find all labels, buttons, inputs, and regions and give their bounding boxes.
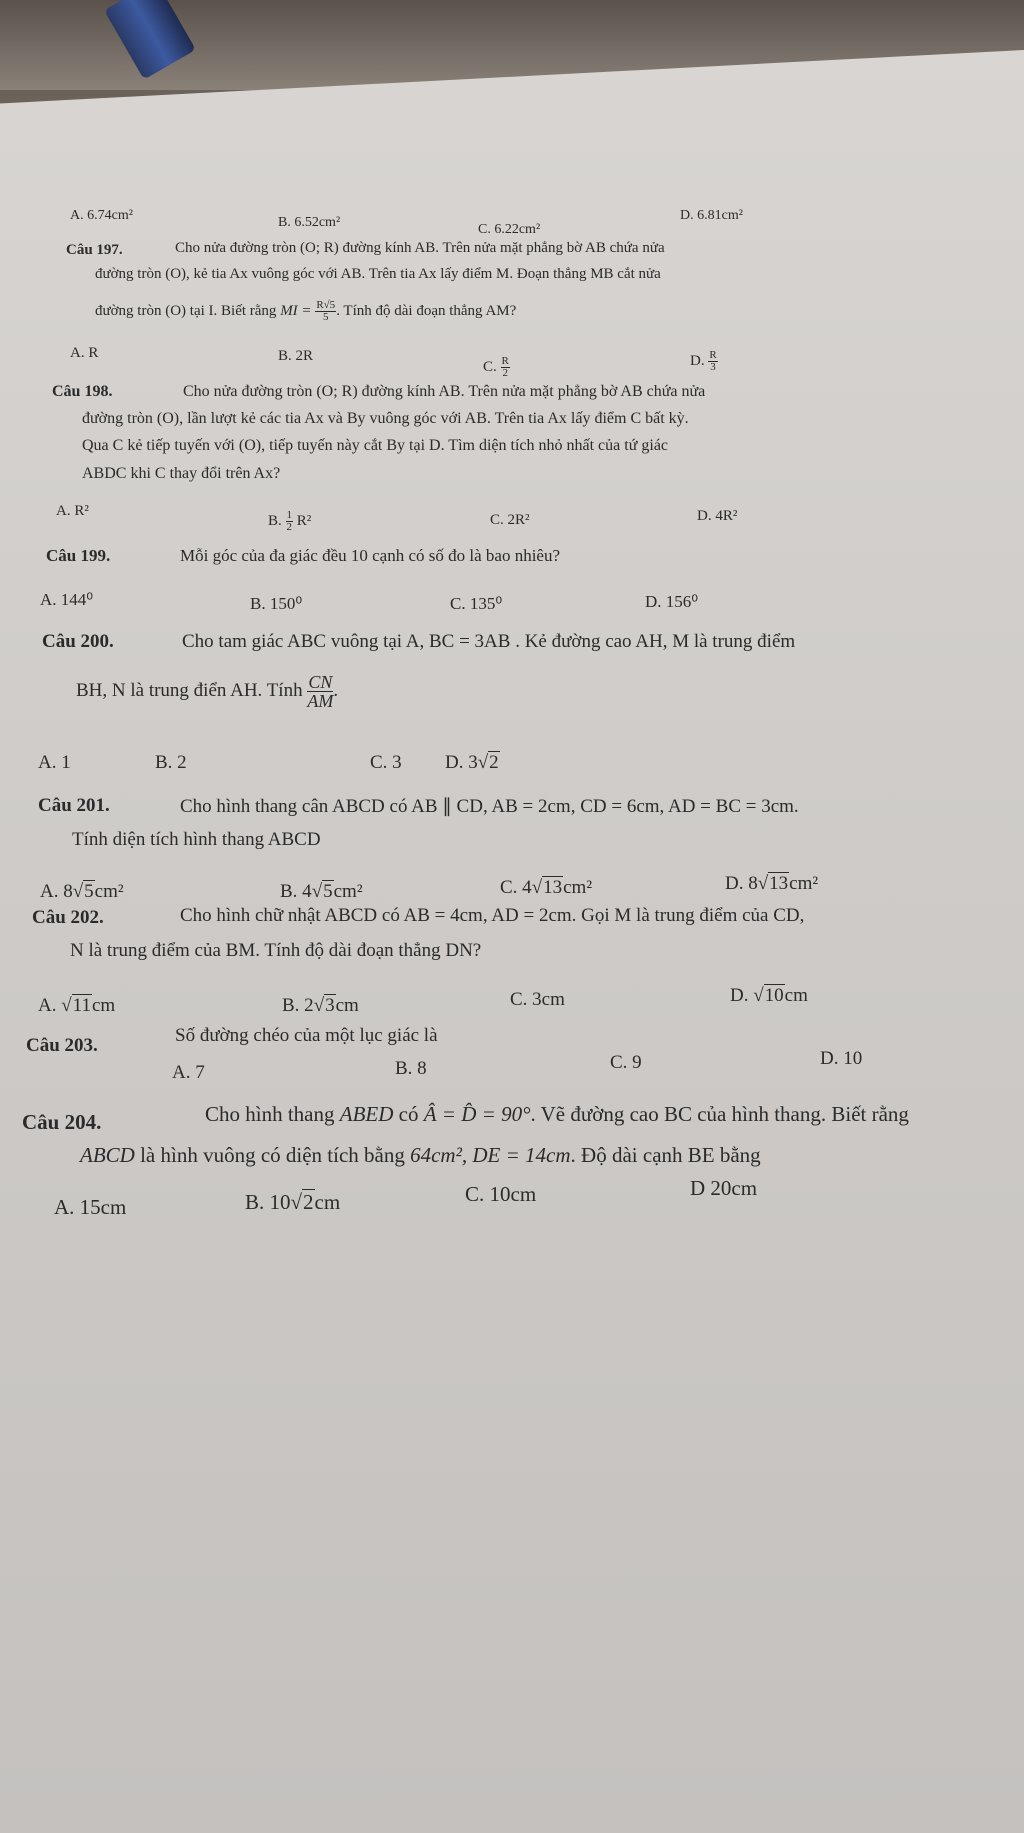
q201-option-b-post: cm² bbox=[333, 881, 363, 902]
q204-option-c: C. 10cm bbox=[465, 1182, 537, 1206]
q197-frac-den: 5 bbox=[323, 311, 329, 323]
q198-line2: đường tròn (O), lần lượt kẻ các tia Ax và By vuông góc với AB. Trên tia Ax lấy điểm C bất kỳ. bbox=[82, 410, 689, 427]
q198-option-b-num: 1 bbox=[286, 509, 293, 521]
q202-label: Câu 202. bbox=[32, 907, 104, 928]
q204-label: Câu 204. bbox=[22, 1110, 102, 1134]
q204-option-b: B. 10√2cm bbox=[245, 1190, 341, 1214]
q202-line2: N là trung điểm của BM. Tính độ dài đoạn thẳng DN? bbox=[70, 940, 482, 961]
q202-option-d-rad: 10 bbox=[764, 985, 784, 1006]
q204-area-eq: 64cm², DE = 14cm bbox=[410, 1143, 571, 1167]
q198-option-b-den: 2 bbox=[286, 521, 293, 533]
q199-option-d: D. 156⁰ bbox=[645, 592, 699, 611]
q201-option-a-post: cm² bbox=[94, 881, 124, 902]
q198-option-b-frac bbox=[286, 510, 294, 533]
q204-option-d: D 20cm bbox=[690, 1176, 758, 1200]
q200-line2-pre: BH, N là trung điển AH. Tính bbox=[76, 679, 308, 701]
q197-option-c-pre: C. bbox=[483, 358, 501, 375]
q202-option-a: A. √11cm bbox=[38, 995, 116, 1016]
q204-line2-mid: là hình vuông có diện tích bằng bbox=[134, 1143, 411, 1167]
q201-option-c-pre: C. 4 bbox=[500, 877, 532, 898]
q197-fraction bbox=[315, 300, 336, 323]
q204-option-b-pre: B. 10 bbox=[245, 1190, 291, 1214]
q199-text: Mỗi góc của đa giác đều 10 cạnh có số đo là bao nhiêu? bbox=[180, 546, 561, 565]
q197-frac-num: R√5 bbox=[316, 299, 336, 311]
q200-option-b: B. 2 bbox=[155, 752, 187, 773]
q197-option-c-frac bbox=[501, 356, 510, 379]
q202-option-d: D. √10cm bbox=[730, 985, 808, 1006]
q196-option-c: C. 6.22cm² bbox=[478, 222, 541, 237]
q197-line1: Cho nửa đường tròn (O; R) đường kính AB. Trên nửa mặt phẳng bờ AB chứa nửa bbox=[175, 240, 665, 256]
q201-option-d-post: cm² bbox=[789, 873, 819, 894]
q201-line1: Cho hình thang cân ABCD có AB ∥ CD, AB = 2cm, CD = 6cm, AD = BC = 3cm. bbox=[180, 796, 799, 817]
q200-frac-den: AM bbox=[307, 691, 334, 711]
q198-line4: ABDC khi C thay đổi trên Ax? bbox=[82, 465, 281, 482]
q198-option-b-post: R² bbox=[293, 512, 312, 529]
q201-option-b: B. 4√5cm² bbox=[280, 881, 363, 902]
q200-frac-num: CN bbox=[308, 672, 333, 692]
q200-option-c: C. 3 bbox=[370, 752, 402, 773]
q201-option-a: A. 8√5cm² bbox=[40, 881, 124, 902]
q201-option-b-pre: B. 4 bbox=[280, 881, 312, 902]
q202-option-a-rad: 11 bbox=[72, 995, 91, 1016]
q197-option-b: B. 2R bbox=[278, 348, 314, 364]
q202-option-c: C. 3cm bbox=[510, 989, 565, 1010]
q204-line1-pre: Cho hình thang bbox=[205, 1102, 340, 1126]
q202-option-d-post: cm bbox=[784, 985, 808, 1006]
q197-option-a: A. R bbox=[70, 345, 99, 361]
q198-option-d: D. 4R² bbox=[697, 508, 738, 524]
q202-option-b-rad: 3 bbox=[325, 995, 335, 1016]
q199-option-b: B. 150⁰ bbox=[250, 594, 303, 613]
q197-option-d bbox=[690, 350, 718, 373]
q202-line1: Cho hình chữ nhật ABCD có AB = 4cm, AD = 2cm. Gọi M là trung điểm của CD, bbox=[180, 905, 805, 926]
q200-label: Câu 200. bbox=[42, 631, 114, 652]
q200-option-d: D. 3√2 bbox=[445, 752, 499, 773]
q204-line1-mid: có bbox=[393, 1102, 424, 1126]
q197-option-d-frac bbox=[708, 350, 717, 373]
q200-fraction bbox=[307, 673, 333, 710]
q200-line2-post: . bbox=[333, 679, 339, 701]
q200-option-d-pre: D. 3 bbox=[445, 752, 478, 773]
q201-option-d-rad: 13 bbox=[769, 873, 789, 894]
q202-option-d-pre: D. bbox=[730, 985, 754, 1006]
q200-line1: Cho tam giác ABC vuông tại A, BC = 3AB . Kẻ đường cao AH, M là trung điểm bbox=[182, 631, 796, 652]
q202-option-b: B. 2√3cm bbox=[282, 995, 359, 1016]
q202-option-a-post: cm bbox=[91, 995, 116, 1016]
q198-option-b-pre: B. bbox=[268, 512, 286, 529]
q203-option-a: A. 7 bbox=[172, 1062, 205, 1083]
q197-mi: MI = bbox=[280, 302, 316, 319]
q204-abcd: ABCD bbox=[80, 1143, 135, 1167]
q204-option-b-post: cm bbox=[314, 1190, 341, 1214]
q196-option-b: B. 6.52cm² bbox=[278, 215, 341, 230]
q197-option-d-pre: D. bbox=[690, 352, 709, 369]
q203-option-c: C. 9 bbox=[610, 1052, 642, 1073]
q204-line2 bbox=[80, 1143, 761, 1168]
q203-option-d: D. 10 bbox=[820, 1048, 863, 1069]
q204-line1-post: . Vẽ đường cao BC của hình thang. Biết rằng bbox=[530, 1102, 909, 1126]
q201-option-a-rad: 5 bbox=[84, 881, 94, 902]
q202-option-b-post: cm bbox=[335, 995, 359, 1016]
q204-angle-eq: Â = D̂ = 90° bbox=[423, 1102, 531, 1126]
q201-option-c: C. 4√13cm² bbox=[500, 877, 593, 898]
q199-option-a: A. 144⁰ bbox=[40, 590, 94, 609]
q198-option-c: C. 2R² bbox=[490, 512, 530, 528]
q197-option-c-num: R bbox=[501, 355, 509, 367]
q197-line3 bbox=[95, 300, 516, 323]
q202-option-a-pre: A. bbox=[38, 995, 62, 1016]
q197-option-c-den: 2 bbox=[502, 367, 508, 379]
q201-option-c-post: cm² bbox=[563, 877, 593, 898]
q204-line2-post: . Độ dài cạnh BE bằng bbox=[570, 1143, 761, 1167]
q203-option-b: B. 8 bbox=[395, 1058, 427, 1079]
q200-option-d-rad: 2 bbox=[489, 752, 499, 773]
q200-line2 bbox=[76, 673, 338, 710]
q199-label: Câu 199. bbox=[46, 546, 111, 565]
q201-option-d: D. 8√13cm² bbox=[725, 873, 819, 894]
q200-option-a: A. 1 bbox=[38, 752, 71, 773]
q204-line1 bbox=[205, 1102, 909, 1127]
q198-option-b bbox=[268, 510, 311, 533]
q197-line3-pre: đường tròn (O) tại I. Biết rằng bbox=[95, 302, 281, 319]
q203-label: Câu 203. bbox=[26, 1035, 98, 1056]
q198-line1: Cho nửa đường tròn (O; R) đường kính AB. Trên nửa mặt phẳng bờ AB chứa nửa bbox=[183, 383, 706, 400]
q197-line3-post: . Tính độ dài đoạn thẳng AM? bbox=[336, 302, 517, 319]
q197-option-c bbox=[483, 356, 510, 379]
q204-option-b-rad: 2 bbox=[303, 1190, 314, 1214]
q198-line3: Qua C kẻ tiếp tuyến với (O), tiếp tuyến này cắt By tại D. Tìm diện tích nhỏ nhất của tứ giác bbox=[82, 437, 669, 454]
q204-option-a: A. 15cm bbox=[54, 1195, 127, 1219]
q197-line2: đường tròn (O), kẻ tia Ax vuông góc với AB. Trên tia Ax lấy điểm M. Đoạn thẳng MB cắt nửa bbox=[95, 266, 661, 282]
q201-option-b-rad: 5 bbox=[323, 881, 333, 902]
q202-option-b-pre: B. 2 bbox=[282, 995, 314, 1016]
q204-abed: ABED bbox=[339, 1102, 394, 1126]
q201-option-a-pre: A. 8 bbox=[40, 881, 73, 902]
q197-option-d-den: 3 bbox=[710, 361, 716, 373]
q201-option-c-rad: 13 bbox=[543, 877, 563, 898]
q203-text: Số đường chéo của một lục giác là bbox=[175, 1025, 438, 1046]
q197-label: Câu 197. bbox=[66, 242, 123, 258]
q199-option-c: C. 135⁰ bbox=[450, 594, 503, 613]
q198-label: Câu 198. bbox=[52, 383, 113, 400]
q201-line2: Tính diện tích hình thang ABCD bbox=[72, 829, 321, 850]
q197-option-d-num: R bbox=[709, 349, 717, 361]
q196-option-a: A. 6.74cm² bbox=[70, 208, 133, 223]
q201-option-d-pre: D. 8 bbox=[725, 873, 758, 894]
q201-label: Câu 201. bbox=[38, 795, 110, 816]
q198-option-a: A. R² bbox=[56, 503, 89, 519]
q196-option-d: D. 6.81cm² bbox=[680, 208, 743, 223]
